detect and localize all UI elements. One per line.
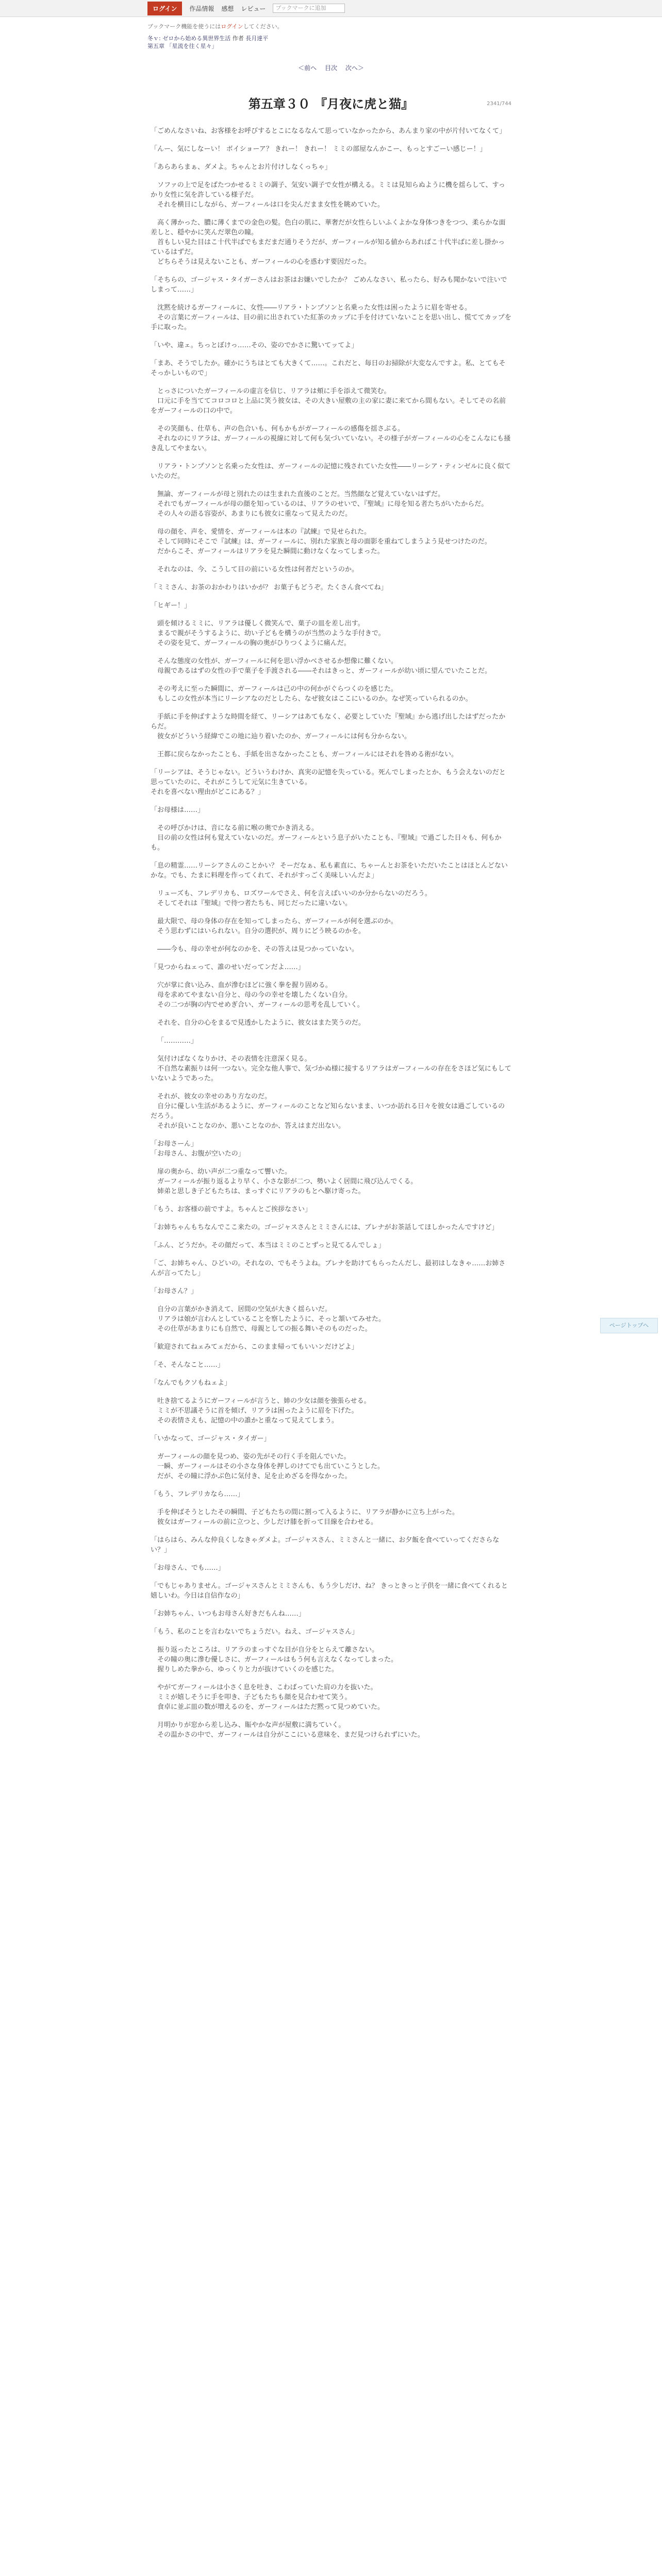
paragraph [151,1609,511,1619]
paragraph-line: その二つが胸の内でせめぎ合い、ガーフィールの思考を乱していく。 [157,1001,364,1009]
paragraph [151,861,511,880]
paragraph-line: そしてそれは『聖域』で待つ者たちも、同じだったに違いない。 [157,900,352,907]
paragraph [151,359,511,378]
paragraph-line: だからこそ、ガーフィールはリアラを見た瞬間に動けなくなってしまった。 [157,548,384,555]
paragraph [151,1139,511,1159]
paragraph [151,805,511,815]
paragraph [151,1360,511,1370]
paragraph [151,1627,511,1637]
paragraph-line: 彼女がどういう経緯でこの地に辿り着いたのか、ガーフィールには何も分からない。 [157,733,411,740]
paragraph-line: もしこの女性が本当にリーシアなのだとしたら、なぜ彼女はここにいるのか。なぜ笑っていられるのか。 [157,695,472,703]
paragraph-line: 最大限で、母の身体の存在を知ってしまったら、ガーフィールが何を選ぶのか。 [157,918,398,925]
paragraph [151,1342,511,1352]
paragraph-line: 「もう、私のことを言わないでちょうだい。ねえ、ゴージャスさん」 [151,1628,359,1636]
paragraph-line: 「いかなって、ゴージャス・タイガー」 [151,1435,271,1443]
paragraph-line: 無論、ガーフィールが母と別れたのは生まれた直後のことだ。当然顔など覚えていないはずだ。 [157,490,445,498]
paragraph [151,1036,511,1046]
login-notice-text-after: してください。 [243,23,283,30]
paragraph [151,823,511,853]
chapter-pager [0,63,662,72]
paragraph-line: だが、その瞳に浮かぶ色に気付き、足を止めざるを得なかった。 [157,1472,352,1480]
paragraph-line: 「歓迎されてねェみてェだから、このまま帰ってもいいンだけどよ」 [151,1343,358,1351]
paragraph [151,275,511,295]
paragraph-line: 「いや、違ェ。ちっとぼけっ……その、姿のでかさに驚いてッてよ」 [151,342,358,349]
paragraph [151,601,511,611]
paragraph [151,462,511,481]
paragraph-line: それを横目にしながら、ガーフィールは口を尖んだまま女性を眺めていた。 [157,201,385,209]
login-notice [147,22,662,30]
paragraph-line: 「なんでもクソもねェよ」 [151,1379,231,1387]
paragraph-line: 「リーシアは、そうじゃない。どういうわけか、真実の記憶を失っている。死んでしまったとか、もう会えないのだと思っていたのに、それがこうして元気に生きている。 [151,769,506,786]
paragraph-line: やがてガーフィールは小さく息を吐き、こわばっていた肩の力を抜いた。 [157,1684,377,1691]
paragraph-line: 「お母さん、でも……」 [151,1564,225,1572]
paragraph [151,1223,511,1232]
paragraph-line: それなのにリアラは、ガーフィールの視線に対して何も気づいていない。その様子がガーフィールの心をこんなにも掻き乱してやまない。 [151,435,511,452]
paragraph-line: そう思わずにはいられない。自分の選択が、周りにどう映るのかを。 [157,927,366,935]
paragraph [151,565,511,574]
paragraph-line: 食卓に並ぶ皿の数が増えるのを、ガーフィールはただ黙って見つめていた。 [157,1703,385,1711]
author-link[interactable]: 長月達平 [245,35,269,42]
paragraph-line: 「お母さーん」 [151,1140,198,1148]
paragraph-line: 不自然な素振りは何一つない。完全な他人事で、気づかぬ様に接するリアラはガーフィールの存在をさほど気にもしていないようであった。 [151,1065,511,1082]
paragraph-line: それでもガーフィールが母の顔を知っているのは、リアラのせいで、『聖域』に母を知る者たちがいたからだ。 [157,500,488,508]
paragraph [151,489,511,519]
paragraph-line: その考えに至った瞬間に、ガーフィールは己の中の何かがぐらつくのを感じた。 [157,685,398,693]
bookmark-add-button[interactable]: ブックマークに追加 [273,4,345,13]
paragraph-line: 首もしい見た目はこ十代半ばでもまだまだ通りそうだが、ガーフィールが知る値からあればこ十代半ばに差し掛かっているはずだ。 [151,239,505,256]
paragraph-line: 「まあ、そうでしたか。確かにうちはとても大きくて……。これだと、毎日のお掃除が大変なんですよ。私、とてもそそっかしいもので」 [151,360,506,377]
paragraph-line: 「お母さん？」 [151,1287,198,1295]
paragraph [151,1507,511,1527]
paragraph [151,1683,511,1712]
paragraph-line: 「息の精霊……リーシアさんのことかい？ そーだなぁ、私も素直に、ちゃーんとお茶をいただいたことはほとんどないかな。でも、たまに料理を作ってくれて、それがすっごく美味しいんだよ」 [151,862,508,879]
paragraph-line: 頭を傾けるミミに、リアラは優しく微笑んで、菓子の皿を差し出す。 [157,620,365,628]
paragraph [151,1645,511,1674]
nav-link-reviews[interactable]: レビュー [241,5,266,12]
paragraph [151,750,511,759]
paragraph-line: 「あらあらまぁ、ダメよ。ちゃんとお片付けしなくっちゃ」 [151,163,332,171]
series-title-link[interactable]: 冬ｖ: ゼロから始める異世界生活 [147,35,231,42]
paragraph-line: 彼女はガーフィールの前に立つと、少しだけ膝を折って目線を合わせる。 [157,1518,378,1526]
paragraph [151,424,511,453]
paragraph [151,1720,511,1740]
paragraph-line: 手紙に手を伸ばすような時間を経て、リーシアはあてもなく、必要としていた『聖域』から逃げ出したはずだったからだ。 [151,713,506,731]
paragraph-line: 母の顔を、声を、愛情を、ガーフィールは本の『試練』で見せられた。 [157,528,371,536]
paragraph [151,1396,511,1426]
paragraph-line: 沈黙を続けるガーフィールに、女性――リアラ・トンプソンと名乗った女性は困ったように眉を寄せる。 [157,304,472,312]
paragraph-line: それなのは、今、こうして目の前にいる女性は何者だというのか。 [157,566,359,573]
paragraph-line: 母を求めてやまない自分と、母の今の幸せを壊したくない自分。 [157,991,352,999]
paragraph-line: 目の前の女性は何も覚えていないのだ。ガーフィールという息子がいたことも、『聖域』で過ごした日々も、何もかも。 [151,834,502,852]
paragraph [151,1205,511,1214]
paragraph-line: それが、彼女の幸せのあり方なのだ。 [157,1093,272,1100]
paragraph [151,1259,511,1278]
paragraph [151,980,511,1010]
paragraph-line: ――今も、母の幸せが何なのかを、その答えは見つかっていない。 [157,945,359,953]
paragraph-line: その仕草があまりにも自然で、母親としての振る舞いそのものだった。 [157,1325,372,1333]
login-button[interactable]: ログイン [147,2,182,15]
paragraph [151,1054,511,1083]
paragraph-line: その姿を見て、ガーフィールの胸の奥がひりつくように痛んだ。 [157,639,351,647]
novel-content [151,94,511,1740]
paragraph-line: 自分の言葉がかき消えて、居間の空気が大きく揺らいだ。 [157,1306,332,1313]
paragraph-line: 「んー、気にしなーい！ ボイショーア？ きれー！ きれー！ ミミの部屋なんかこー、もっとすごーい感じー！」 [151,145,487,153]
paragraph-line: 「そ、そんなこと……」 [151,1361,224,1369]
paragraph-line: 「…………」 [157,1037,198,1045]
paragraph [151,917,511,936]
paragraph-line: 姉弟と思しき子どもたちは、まっすぐにリアラのもとへ駆け寄った。 [157,1188,365,1195]
page-number: 2341/744 [487,101,511,107]
series-info [147,35,662,50]
login-notice-text-before: ブックマーク機能を使うには [147,23,221,30]
paragraph-line: それが良いことなのか、悪いことなのか、答えはまだ出ない。 [157,1122,345,1130]
paragraph-line: 「お母さん、お腹が空いたの」 [151,1150,245,1158]
paragraph [151,1581,511,1601]
chapter-name: 第五章 「星流を往く星々」 [147,43,218,49]
paragraph [151,144,511,154]
paragraph-line: その温かさの中で、ガーフィールは自分がここにいる意味を、まだ見つけられずにいた。 [157,1731,424,1739]
login-notice-link[interactable]: ログイン [221,23,243,30]
paragraph-line: 「もう、お客様の前ですよ。ちゃんとご挨拶なさい」 [151,1206,312,1213]
paragraph-line: 手を伸ばそうとしたその瞬間、子どもたちの間に割って入るように、リアラが静かに立ち上がった。 [157,1509,459,1516]
paragraph [151,1167,511,1196]
paragraph-line: 「お母様は……」 [151,806,205,814]
paragraph [151,1452,511,1481]
paragraph-line: 「はらはら、みんな仲良くしなきゃダメよ。ゴージャスさん、ミミさんと一緒に、お夕飯を食べていってくださらない？」 [151,1536,500,1554]
paragraph-line: 一瞬、ガーフィールはその小さな身体を押しのけてでも出ていこうとした。 [157,1463,385,1470]
paragraph-line: まるで親がそうするように、幼い子どもを構うのが当然のような手付きで。 [157,630,385,637]
paragraph-line: ソファの上で足をばたつかせるミミの調子、気安い調子で女性が構える。ミミは見知らぬように機を揺らして、すっかり女性に気を許している様子だ。 [151,181,505,199]
paragraph [151,1092,511,1131]
paragraph [151,1286,511,1296]
paragraph [151,684,511,704]
paragraph [151,619,511,648]
paragraph [151,656,511,676]
paragraph [151,218,511,267]
paragraph-line: 「ふん、どうだか。その顔だって、本当はミミのことずっと見てるんでしょ」 [151,1242,385,1249]
paragraph [151,386,511,416]
paragraph-line: それを、自分の心をまるで見透かしたように、彼女はまた笑うのだ。 [157,1019,365,1027]
paragraph-line: 扉の奥から、幼い声が二つ重なって響いた。 [157,1168,292,1176]
paragraph [151,527,511,556]
paragraph-line: 気付けばなくなりかけ、その表情を注意深く見る。 [157,1055,311,1063]
paragraph [151,1489,511,1499]
paragraph-line: 吐き捨てるようにガーフィールが言うと、姉の少女は顔を強張らせる。 [157,1397,371,1405]
paragraph [151,944,511,954]
paragraph [151,889,511,908]
paragraph-line: そんな態度の女性が、ガーフィールに何を思い浮かべさせるか想像に難くない。 [157,657,398,665]
paragraph [151,162,511,172]
paragraph-line: 振り返ったところは、リアラのまっすぐな目が自分をとらえて離さない。 [157,1646,379,1654]
paragraph [151,126,511,136]
paragraph [151,341,511,350]
paragraph-line: どちらそうは見えないことも、ガーフィールの心を惑わす要因だった。 [157,258,371,266]
paragraph-line: ミミが嬉しそうに手を叩き、子どもたちも顔を見合わせて笑う。 [157,1693,352,1701]
paragraph-line: 「ヒギー！」 [151,602,191,609]
paragraph [151,1241,511,1250]
paragraph-line: ミミが不思議そうに首を傾げ、リアラは困ったように眉を下げた。 [157,1407,358,1415]
paragraph-line: その呼びかけは、音になる前に喉の奥でかき消える。 [157,824,319,832]
paragraph-line: とっさについたガーフィールの虚言を信じ、リアラは頬に手を添えて微笑む。 [157,387,391,395]
next-chapter-link[interactable]: 次へ＞ [345,64,364,72]
nav-link-work-info[interactable]: 作品情報 [189,5,214,12]
paragraph-line: 王都に戻らなかったことも、手紙を出さなかったことも、ガーフィールにはそれを咎める術がない。 [157,751,458,758]
paragraph-line: それを喜べない理由がどこにある？」 [151,788,265,796]
table-of-contents-link[interactable]: 目次 [324,64,337,72]
paragraph-line: リアラは娘が言わんとしていることを察したように、そっと頷いてみせた。 [157,1315,386,1323]
paragraph [151,1434,511,1444]
paragraph-line: 「そちらの、ゴージャス・タイガーさんはお茶はお嫌いでしたか？ ごめんなさい、私ったら、好みも聞かないで注いでしまって……」 [151,276,507,294]
paragraph [151,1535,511,1555]
novel-body [151,126,511,1740]
paragraph-line: ガーフィールが振り返るより早く、小さな影が二つ、勢いよく居間に飛び込んでくる。 [157,1178,418,1185]
paragraph-line: 「お姉ちゃん、いつもお母さん好きだもんね……」 [151,1610,305,1618]
paragraph-line: ガーフィールの顔を見つめ、姿の先がその行く手を阻んでいた。 [157,1453,351,1461]
paragraph [151,768,511,797]
paragraph [151,303,511,332]
paragraph-line: 「ごめんなさいね、お客様をお呼びするとこになるなんて思っていなかったから、あんまり家の中が片付いてなくて」 [151,127,506,135]
paragraph [151,1378,511,1388]
paragraph [151,583,511,592]
author-label: 作者 [232,35,244,42]
paragraph-line: リューズも、フレデリカも、ロズワールでさえ、何を言えばいいのか分からないのだろう。 [157,890,432,897]
paragraph-line: 「ミミさん、お茶のおかわりはいかが？ お菓子もどうぞ。たくさん食べてね」 [151,584,388,591]
paragraph-line: 高く薄かった、膿に薄くまでの金色の髪。色白の肌に、華奢だが女性らしいふくよかな身体つきをつつ、柔らかな面差しと、穏やかに笑んだ翠色の瞳。 [151,219,506,236]
nav-link-impressions[interactable]: 感想 [221,5,234,12]
paragraph-line: その笑顔も、仕草も、声の色合いも、何もかもがガーフィールの感傷を揺さぶる。 [157,425,405,433]
paragraph-line: 穴が掌に食い込み、血が滲むほどに強く拳を握り固める。 [157,981,332,989]
paragraph-line: 「もう、フレデリカなら……」 [151,1490,244,1498]
top-navigation-bar [0,0,662,17]
paragraph [151,712,511,741]
paragraph-line: 「見つからねェって、誰のせいだってンだよ……」 [151,963,305,971]
paragraph [151,180,511,210]
chapter-title: 第五章３０ 『月夜に虎と猫』 [248,97,414,111]
paragraph-line: 口元に手を当ててコロコロと上品に笑う彼女は、その大きい屋敷の主の家に妻に来てから間もない。そしてその名前をガーフィールの口の中で。 [151,397,506,415]
paragraph-line: その表情さえも、記憶の中の誰かと重なって見えてしまう。 [157,1417,339,1425]
paragraph-line: 月明かりが窓から差し込み、賑やかな声が屋敷に満ちていく。 [157,1721,345,1729]
prev-chapter-link[interactable]: ＜前へ [298,64,317,72]
paragraph-line: 握りしめた拳から、ゆっくりと力が抜けていくのを感じた。 [157,1666,338,1673]
paragraph [151,962,511,972]
paragraph [151,1018,511,1028]
paragraph-line: 「お姉ちゃんもちなんでここ来たの。ゴージャスさんとミミさんには、ブレナがお茶話してほしかったんですけど」 [151,1224,499,1231]
paragraph-line: その瞳の奥に滲む優しさに、ガーフィールはもう何も言えなくなってしまった。 [157,1656,398,1664]
paragraph-line: 母親であるはずの女性の手で菓子を手渡される――それはきっと、ガーフィールが幼い頃に望んでいたことだ。 [157,667,492,675]
paragraph [151,1563,511,1573]
paragraph-line: 「ご、お姉ちゃん、ひどいの。それなの、でもそうよね。ブレナを助けてもらったんだし、最初はしなきゃ……お姉さんが言ってたし」 [151,1260,506,1277]
page-top-button[interactable]: ページトップへ [600,1318,658,1333]
paragraph [151,1304,511,1334]
paragraph-line: リアラ・トンプソンと名乗った女性は、ガーフィールの記憶に残されていた女性――リーシア・ティンゼルに良く似ていたのだ。 [151,463,511,480]
paragraph-line: そして同時にそこで『試練』は、ガーフィールに、別れた家族と母の面影を重ねてしまうよう見せつけたのだ。 [157,538,491,546]
paragraph-line: 「でもじゃありません。ゴージャスさんとミミさんも、もう少しだけ、ね？ きっときっと子供を一緒に食べてくれると嬉しいわ。今日は自信作なの」 [151,1582,508,1600]
paragraph-line: その言葉にガーフィールは、目の前に出されていた紅茶のカップに手を付けていないことを思い出し、慌ててカップを手に取った。 [151,314,511,331]
paragraph-line: 自分に優しい生活があるように、ガーフィールのことなど知らないまま、いつか訪れる日々を彼女は過ごしているのだろう。 [151,1103,505,1120]
paragraph-line: その人々の語る容姿が、あまりにも彼女に重なって見えたのだ。 [157,510,352,518]
